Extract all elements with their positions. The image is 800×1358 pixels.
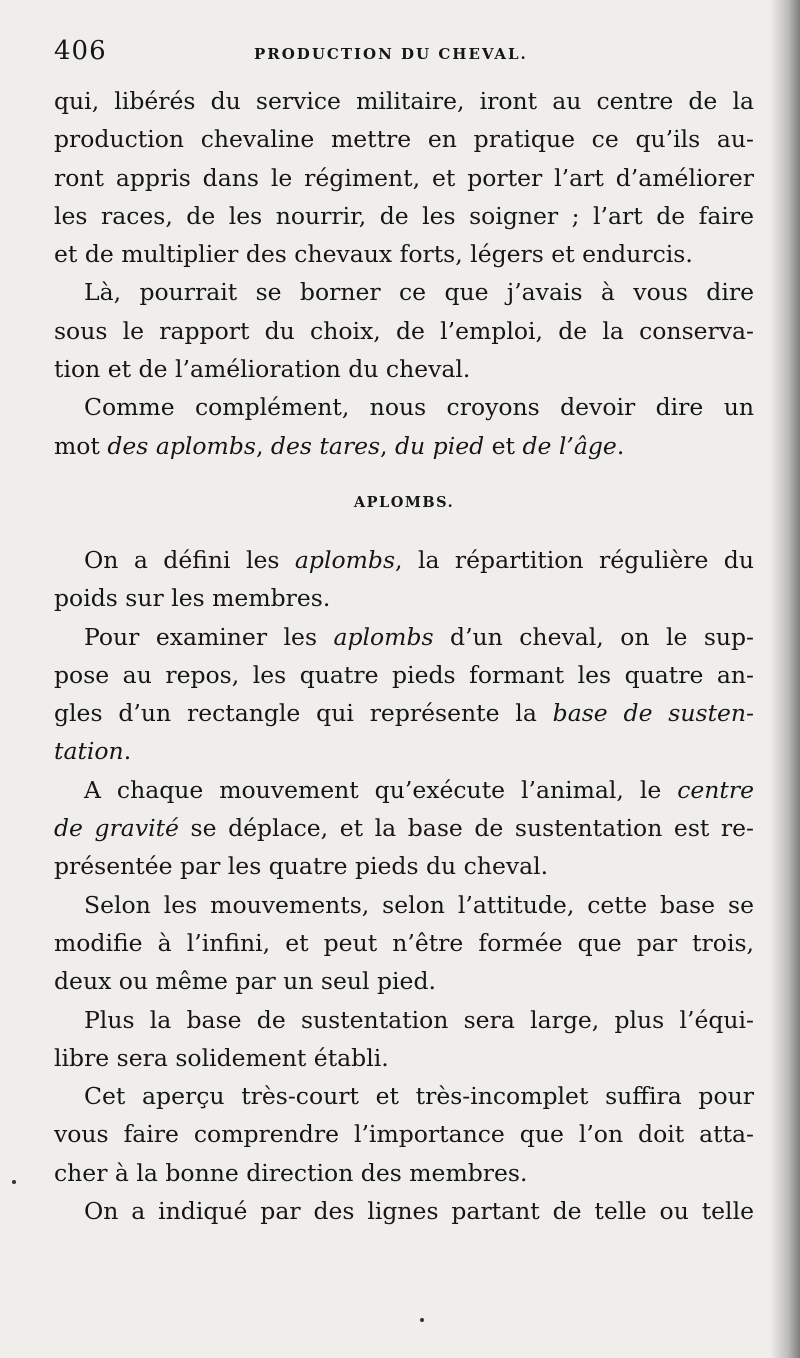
text-line: Pour examiner les aplombs d’un cheval, on le sup- — [84, 622, 754, 651]
text-line: Là, pourrait se borner ce que j’avais à vous dire — [84, 278, 754, 307]
text-line: de gravité se déplace, et la base de sustentation est re- — [54, 814, 754, 843]
section-heading: APLOMBS. — [353, 493, 455, 511]
text-line: Cet aperçu très-court et très-incomplet suffira pour — [84, 1082, 754, 1111]
speck — [12, 1180, 16, 1184]
text-line: vous faire comprendre l’importance que l’on doit atta- — [54, 1120, 754, 1149]
text-line: A chaque mouvement qu’exécute l’animal, le centre — [84, 775, 754, 804]
paragraph — [54, 541, 754, 618]
text-line: On a défini les aplombs, la répartition régulière du — [84, 545, 754, 574]
paragraph — [54, 618, 754, 771]
text-line: libre sera solidement établi. — [54, 1043, 389, 1072]
speck — [420, 1318, 424, 1322]
text-line: ront appris dans le régiment, et porter l’art d’améliorer — [54, 163, 754, 192]
paragraph — [54, 1001, 754, 1078]
body-text — [54, 82, 754, 1230]
running-title: PRODUCTION DU CHEVAL. — [254, 45, 528, 63]
text-line: Plus la base de sustentation sera large, plus l’équi- — [84, 1005, 754, 1034]
text-line: présentée par les quatre pieds du cheval. — [54, 852, 549, 881]
text-line: pose au repos, les quatre pieds formant les quatre an- — [54, 660, 754, 689]
page-header — [54, 36, 754, 76]
text-line: Comme complément, nous croyons devoir dire un — [84, 393, 754, 422]
paragraph — [54, 886, 754, 1001]
text-line: tation. — [54, 737, 132, 766]
page-edge-shadow — [770, 0, 800, 1358]
paragraph — [54, 273, 754, 388]
paragraph — [54, 1192, 754, 1230]
text-line: On a indiqué par des lignes partant de telle ou telle — [84, 1197, 754, 1226]
text-line: sous le rapport du choix, de l’emploi, de la conserva- — [54, 316, 754, 345]
text-line: Selon les mouvements, selon l’attitude, cette base se — [84, 890, 754, 919]
text-line: les races, de les nourrir, de les soigner ; l’art de faire — [54, 201, 754, 230]
text-line: production chevaline mettre en pratique ce qu’ils au- — [54, 125, 754, 154]
text-line: mot des aplombs, des tares, du pied et de l’âge. — [54, 431, 625, 460]
text-line: deux ou même par un seul pied. — [54, 967, 436, 996]
paragraph — [54, 771, 754, 886]
page-number: 406 — [54, 36, 107, 66]
paragraph — [54, 82, 754, 273]
text-line: gles d’un rectangle qui représente la base de susten- — [54, 699, 754, 728]
text-line: qui, libérés du service militaire, iront au centre de la — [54, 87, 754, 115]
text-line: modifie à l’infini, et peut n’être formée que par trois, — [54, 928, 754, 957]
paragraph — [54, 388, 754, 465]
text-line: cher à la bonne direction des membres. — [54, 1158, 528, 1187]
paragraph — [54, 1077, 754, 1192]
text-line: poids sur les membres. — [54, 584, 331, 613]
text-line: tion et de l’amélioration du cheval. — [54, 355, 471, 384]
text-line: et de multiplier des chevaux forts, légers et endurcis. — [54, 240, 693, 269]
